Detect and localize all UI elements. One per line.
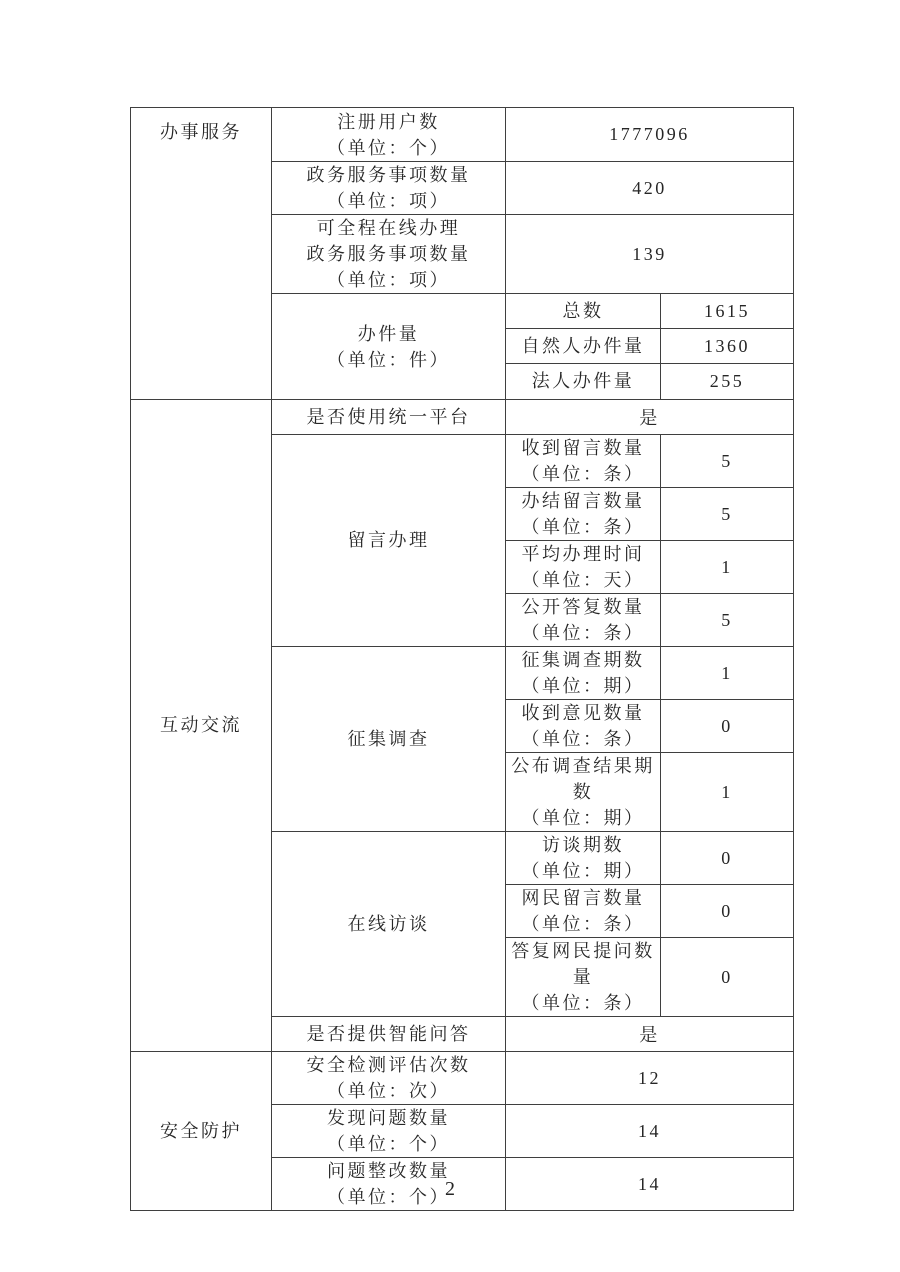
submetric-value-cell (661, 885, 794, 938)
metric-value-cell (506, 1105, 794, 1158)
metric-value: 12 (638, 1067, 661, 1088)
metric-label: 问题整改数量 (327, 1161, 450, 1181)
metric-group-label-cell (272, 832, 506, 1017)
submetric-value-cell (661, 594, 794, 647)
submetric-unit: （单位：条） (521, 914, 645, 934)
submetric-label-cell (506, 488, 661, 541)
metric-value: 139 (632, 243, 667, 264)
metric-label-cell (272, 1017, 506, 1052)
submetric-value-cell (661, 700, 794, 753)
submetric-label: 办结留言数量 (521, 491, 645, 511)
metric-group-label-cell (272, 647, 506, 832)
metric-value: 是 (639, 408, 660, 428)
metric-label: 是否提供智能问答 (306, 1023, 471, 1044)
submetric-value: 1 (721, 781, 733, 802)
submetric-value: 1615 (704, 300, 750, 321)
category-label: 互动交流 (160, 715, 242, 735)
submetric-value: 5 (721, 450, 733, 471)
metric-group-label: 留言办理 (347, 530, 430, 550)
metric-value: 14 (638, 1120, 661, 1141)
metric-group-label: 征集调查 (347, 728, 430, 749)
submetric-unit: （单位：条） (521, 623, 645, 643)
metric-group-label: 在线访谈 (347, 913, 430, 934)
submetric-value-cell (661, 938, 794, 1017)
submetric-label: 征集调查期数 (521, 650, 645, 670)
submetric-unit: （单位：天） (521, 570, 645, 590)
metric-group-unit: （单位：件） (327, 349, 450, 370)
submetric-value-cell (661, 294, 794, 329)
submetric-label-cell (506, 832, 661, 885)
submetric-unit: （单位：期） (521, 861, 645, 881)
annual-report-metrics-table (130, 107, 794, 1211)
metric-value-cell (506, 162, 794, 215)
page-number: 2 (445, 1178, 455, 1200)
metric-group-label: 办件量 (357, 323, 420, 344)
submetric-value-cell (661, 364, 794, 400)
category-label: 安全防护 (160, 1120, 242, 1141)
submetric-value: 1 (721, 662, 733, 683)
metric-unit: （单位：项） (327, 191, 450, 211)
metric-unit: （单位：个） (327, 137, 450, 158)
metric-label-cell (272, 400, 506, 435)
metric-value: 是 (639, 1025, 660, 1045)
metric-label: 政务服务事项数量 (306, 165, 471, 185)
metric-group-label-cell (272, 294, 506, 400)
submetric-label-cell (506, 700, 661, 753)
submetric-value: 5 (721, 609, 733, 630)
metric-value: 1777096 (609, 124, 690, 144)
submetric-label: 答复网民提问数量 (511, 941, 655, 987)
submetric-value-cell (661, 435, 794, 488)
metric-value-cell (506, 1017, 794, 1052)
metric-unit: （单位：次） (327, 1081, 450, 1101)
submetric-label-cell (506, 541, 661, 594)
submetric-label-cell (506, 294, 661, 329)
metric-label: 是否使用统一平台 (306, 406, 471, 427)
submetric-label: 自然人办件量 (521, 335, 645, 356)
submetric-value: 0 (721, 847, 733, 868)
submetric-value-cell (661, 541, 794, 594)
submetric-unit: （单位：条） (521, 464, 645, 484)
submetric-value: 0 (721, 900, 733, 921)
submetric-label: 法人办件量 (531, 371, 635, 391)
submetric-label-cell (506, 329, 661, 364)
metric-label-cell (272, 1105, 506, 1158)
metric-unit: （单位：个） (327, 1134, 450, 1154)
metric-label-line2: 政务服务事项数量 (306, 244, 471, 264)
submetric-label: 网民留言数量 (521, 888, 645, 908)
submetric-label-cell (506, 885, 661, 938)
submetric-label-cell (506, 435, 661, 488)
submetric-label-cell (506, 647, 661, 700)
submetric-label: 收到留言数量 (521, 438, 645, 458)
metric-value-cell (506, 1052, 794, 1105)
metric-label: 注册用户数 (337, 111, 440, 132)
submetric-value-cell (661, 488, 794, 541)
metric-value: 420 (632, 177, 667, 198)
metric-label-line1: 可全程在线办理 (316, 218, 461, 238)
submetric-unit: （单位：条） (521, 517, 645, 537)
metric-value-cell (506, 400, 794, 435)
submetric-label-cell (506, 364, 661, 400)
metric-label-cell (272, 1052, 506, 1105)
metric-unit: （单位：个） (327, 1187, 450, 1207)
submetric-unit: （单位：条） (521, 729, 645, 749)
metric-label-cell (272, 162, 506, 215)
submetric-unit: （单位：条） (521, 993, 645, 1013)
metric-label: 发现问题数量 (327, 1108, 450, 1128)
submetric-value: 5 (721, 503, 733, 524)
submetric-unit: （单位：期） (521, 808, 645, 828)
submetric-label-cell (506, 938, 661, 1017)
submetric-label: 收到意见数量 (521, 703, 645, 723)
metric-unit: （单位：项） (327, 270, 450, 290)
category-label: 办事服务 (160, 122, 242, 142)
submetric-label: 平均办理时间 (521, 544, 645, 564)
submetric-value-cell (661, 329, 794, 364)
category-cell-service (131, 108, 272, 400)
metric-value: 14 (638, 1173, 661, 1194)
submetric-value: 1 (721, 556, 733, 577)
submetric-value-cell (661, 753, 794, 832)
submetric-value-cell (661, 647, 794, 700)
submetric-value: 0 (721, 715, 733, 736)
submetric-value: 255 (709, 371, 745, 391)
submetric-label: 总数 (562, 300, 604, 321)
metric-label: 安全检测评估次数 (306, 1055, 471, 1075)
submetric-value-cell (661, 832, 794, 885)
metric-label-cell (272, 215, 506, 294)
submetric-label-cell (506, 753, 661, 832)
submetric-value: 0 (721, 966, 733, 987)
submetric-label: 访谈期数 (542, 835, 624, 855)
metric-value-cell (506, 215, 794, 294)
submetric-label: 公开答复数量 (521, 597, 645, 617)
category-cell-interaction (131, 400, 272, 1052)
metric-label-cell (272, 108, 506, 162)
submetric-unit: （单位：期） (521, 676, 645, 696)
submetric-label: 公布调查结果期数 (511, 756, 655, 802)
metric-group-label-cell (272, 435, 506, 647)
submetric-label-cell (506, 594, 661, 647)
metric-value-cell (506, 108, 794, 162)
submetric-value: 1360 (704, 335, 750, 356)
